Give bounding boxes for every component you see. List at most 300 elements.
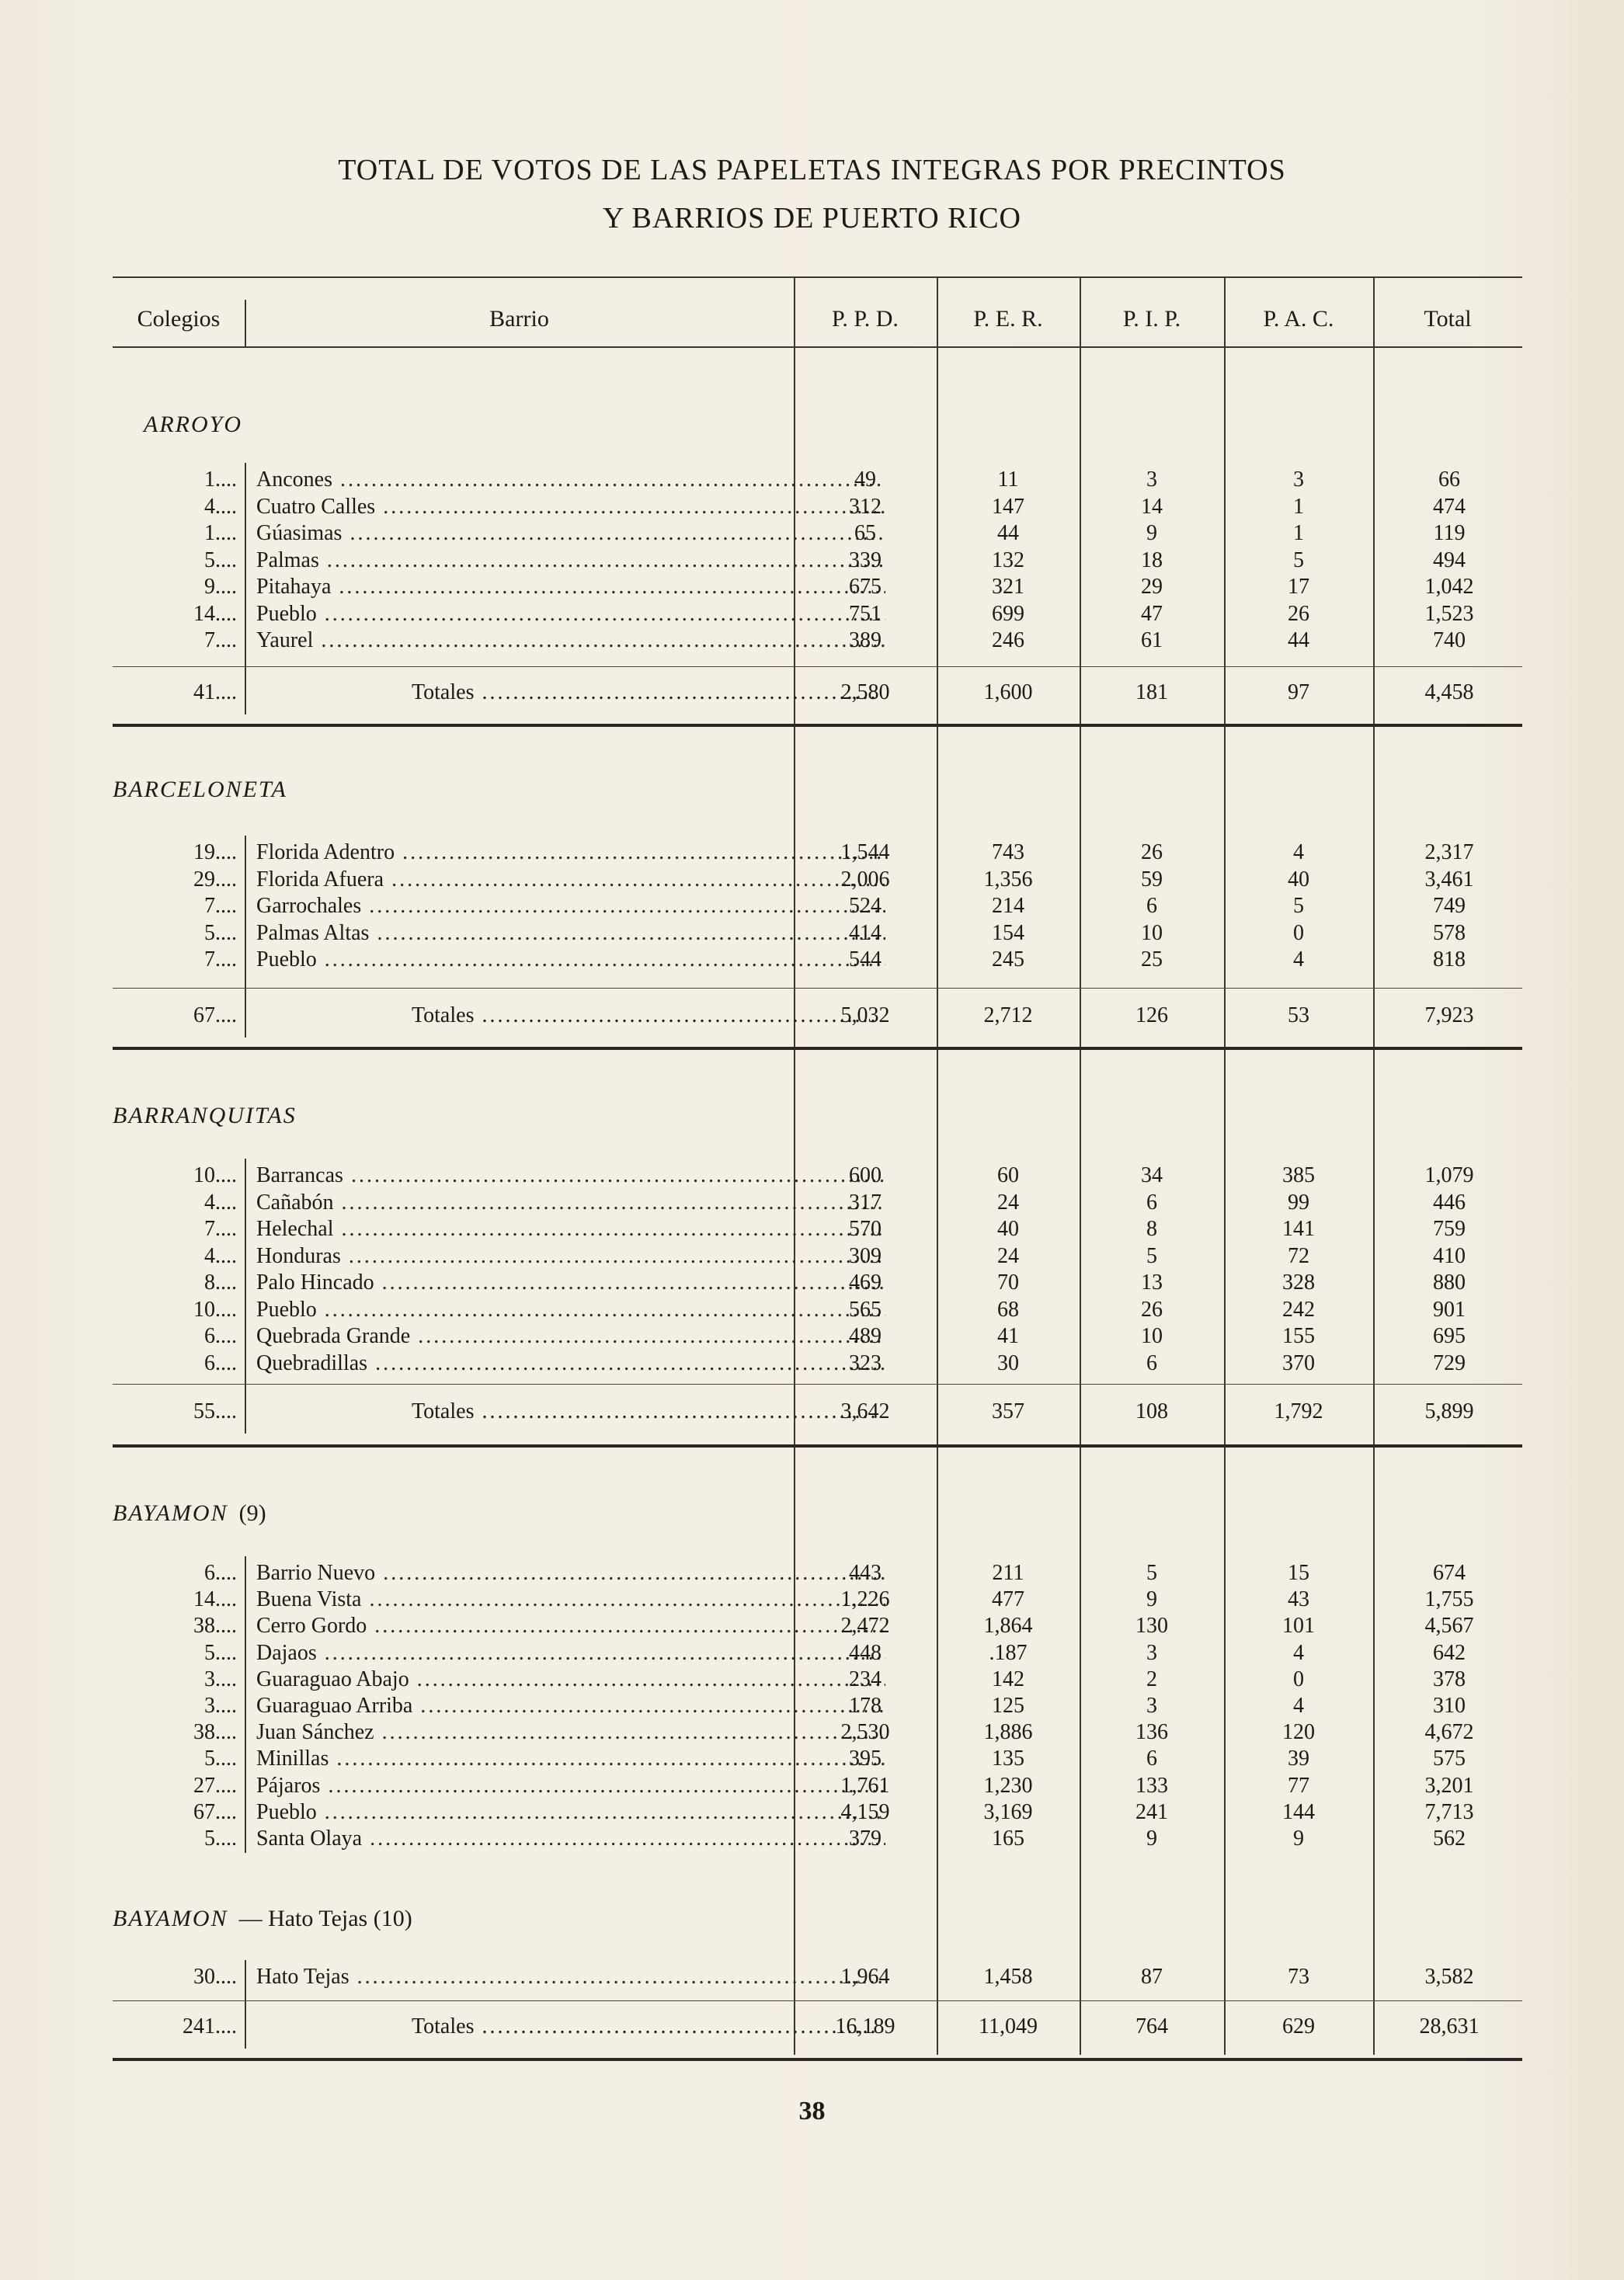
colegio-cell: 9.... [204,575,237,599]
barrio-cell: Juan Sánchez ..... [256,1720,885,1745]
barrio-cell: Pájaros ..... [256,1774,885,1799]
per-cell: 321 [992,575,1024,599]
totals-ppd: 16,189 [835,2014,895,2038]
section-name: ARROYO [144,412,242,437]
totals-ppd: 5,032 [840,1003,890,1027]
header-ppd: P. P. D. [832,306,899,332]
barrio-cell: Barrio Nuevo ..... [256,1561,885,1586]
table-row [113,1746,1522,1773]
header-per: P. E. R. [973,306,1043,332]
pip-cell: 9 [1146,521,1157,545]
table-row [113,1244,1522,1270]
pip-cell: 61 [1141,628,1163,652]
total-cell: 1,523 [1424,601,1474,626]
barrio-cell: Buena Vista ..... [256,1587,885,1612]
ppd-cell: 751 [849,601,882,626]
pac-cell: 43 [1288,1587,1309,1612]
pac-cell: 144 [1282,1799,1315,1824]
colegio-cell: 7.... [204,628,237,652]
table-row [113,575,1522,601]
barrio-cell: Quebradillas ..... [256,1351,885,1376]
section-heading [113,1906,412,1932]
header-total: Total [1424,306,1472,332]
per-cell: 211 [992,1561,1024,1585]
table-row [113,521,1522,547]
per-cell: 1,864 [983,1614,1033,1639]
section-bottom-rule [113,724,1522,727]
totals-per: 11,049 [979,2014,1038,2038]
section-bottom-rule [113,1444,1522,1448]
barrio-cell: Pueblo ..... [256,1298,885,1322]
section-suffix: (9) [238,1500,266,1526]
colegio-cell: 5.... [204,547,237,572]
pip-cell: 25 [1141,947,1163,971]
pip-cell: 8 [1146,1217,1157,1241]
total-cell: 674 [1433,1561,1466,1585]
table-row [113,840,1522,867]
total-cell: 310 [1433,1694,1466,1718]
totals-pac: 53 [1288,1003,1309,1027]
pip-cell: 130 [1135,1614,1168,1639]
total-cell: 119 [1433,521,1466,545]
per-cell: 40 [997,1217,1019,1241]
per-cell: 30 [997,1350,1019,1375]
colegio-cell: 7.... [204,947,237,971]
per-cell: 11 [997,467,1019,492]
colegio-cell: 3.... [204,1694,237,1718]
totals-top-rule [113,666,1522,667]
pac-cell: 99 [1288,1190,1309,1215]
ppd-cell: 570 [849,1217,882,1241]
ppd-cell: 2,006 [840,867,890,891]
barrio-cell: Yaurel ..... [256,628,885,653]
totals-pip: 108 [1135,1399,1168,1423]
total-cell: 818 [1433,947,1466,971]
barrio-cell: Pitahaya ..... [256,575,885,600]
section-suffix: — Hato Tejas (10) [238,1906,412,1931]
ppd-cell: 414 [849,920,882,945]
totals-row [113,2014,1522,2045]
pac-cell: 4 [1293,947,1304,971]
totals-row [113,1003,1522,1034]
header-pip: P. I. P. [1122,306,1181,332]
per-cell: 142 [992,1667,1024,1691]
header-bottom-rule [113,346,1522,348]
total-cell: 3,201 [1424,1773,1474,1798]
table-row [113,628,1522,655]
totals-total: 7,923 [1424,1003,1474,1027]
totals-label: Totales ..... [412,680,878,705]
barrio-cell: Palo Hincado ..... [256,1270,885,1295]
total-cell: 1,042 [1424,575,1474,599]
section-name: BARCELONETA [113,777,287,802]
total-cell: 7,713 [1424,1799,1474,1824]
colegio-cell: 5.... [204,1826,237,1851]
table-row [113,1324,1522,1350]
pac-cell: 9 [1293,1826,1304,1851]
table-row [113,467,1522,494]
pip-cell: 2 [1146,1667,1157,1691]
barrio-cell: Barrancas ..... [256,1163,885,1188]
pip-cell: 26 [1141,840,1163,864]
totals-pac: 1,792 [1274,1399,1323,1423]
per-cell: 41 [997,1324,1019,1348]
table-row [113,1826,1522,1853]
totals-colegios: 41.... [193,680,237,704]
barrio-cell: Palmas ..... [256,548,885,573]
totals-total: 28,631 [1419,2014,1480,2038]
pac-cell: 242 [1282,1297,1315,1322]
colegio-cell: 14.... [193,1587,237,1612]
pac-cell: 44 [1288,628,1309,652]
barrio-cell: Pueblo ..... [256,602,885,627]
barrio-cell: Minillas ..... [256,1746,885,1771]
ppd-cell: 2,472 [840,1614,890,1639]
per-cell: 70 [997,1270,1019,1295]
ppd-cell: 309 [849,1243,882,1268]
table-top-rule [113,276,1522,278]
colegio-cell: 1.... [204,467,237,492]
table-row [113,1965,1522,1991]
table-row [113,1614,1522,1640]
pip-cell: 18 [1141,547,1163,572]
total-cell: 4,672 [1424,1720,1474,1745]
per-cell: 743 [992,840,1024,864]
pip-cell: 9 [1146,1826,1157,1851]
totals-pip: 181 [1135,680,1168,704]
table-row [113,1694,1522,1720]
barrio-cell: Cerro Gordo ..... [256,1614,885,1639]
ppd-cell: 489 [849,1324,882,1348]
per-cell: 132 [992,547,1024,572]
colegio-cell: 4.... [204,1190,237,1215]
table-row [113,1163,1522,1190]
table-row [113,1270,1522,1297]
table-row [113,1800,1522,1826]
per-cell: 125 [992,1694,1024,1718]
per-cell: 24 [997,1190,1019,1215]
per-cell: 24 [997,1243,1019,1268]
pip-cell: 3 [1146,1640,1157,1665]
per-cell: 245 [992,947,1024,971]
pip-cell: 34 [1141,1163,1163,1187]
totals-ppd: 2,580 [840,680,890,704]
totals-total: 4,458 [1424,680,1474,704]
ppd-cell: 339 [849,547,882,572]
total-cell: 575 [1433,1746,1466,1771]
totals-top-rule [113,2000,1522,2001]
total-cell: 494 [1433,547,1466,572]
pac-cell: 77 [1288,1773,1309,1798]
ppd-cell: 1,226 [840,1587,890,1612]
totals-colegios: 67.... [193,1003,237,1027]
barrio-cell: Pueblo ..... [256,947,885,972]
header-pac: P. A. C. [1263,306,1334,332]
page-title-line-1: TOTAL DE VOTOS DE LAS PAPELETAS INTEGRAS POR PRECINTOS [338,154,1286,186]
table-row [113,1217,1522,1243]
pip-cell: 5 [1146,1561,1157,1585]
barrio-cell: Pueblo ..... [256,1800,885,1825]
colegio-cell: 19.... [193,840,237,864]
colegio-cell: 6.... [204,1324,237,1348]
per-cell: 699 [992,601,1024,626]
colegio-cell: 14.... [193,601,237,626]
pip-cell: 87 [1141,1965,1163,1989]
pac-cell: 1 [1293,521,1304,545]
section-heading [113,777,287,803]
pip-cell: 10 [1141,920,1163,945]
pip-cell: 241 [1135,1799,1168,1824]
pac-cell: 120 [1282,1720,1315,1745]
pac-cell: 1 [1293,494,1304,519]
total-cell: 2,317 [1424,840,1474,864]
pac-cell: 40 [1288,867,1309,891]
totals-pip: 764 [1135,2014,1168,2038]
per-cell: 68 [997,1297,1019,1322]
table-row [113,1190,1522,1217]
pac-cell: 3 [1293,467,1304,492]
ppd-cell: 389 [849,628,882,652]
ppd-cell: 379 [849,1826,882,1851]
colegio-cell: 30.... [193,1965,237,1989]
ppd-cell: 565 [849,1297,882,1322]
totals-ppd: 3,642 [840,1399,890,1423]
barrio-cell: Santa Olaya ..... [256,1826,885,1851]
ppd-cell: 234 [849,1667,882,1691]
colegio-cell: 8.... [204,1270,237,1295]
total-cell: 880 [1433,1270,1466,1295]
colegio-cell: 27.... [193,1773,237,1798]
totals-per: 357 [992,1399,1024,1423]
per-cell: 165 [992,1826,1024,1851]
barrio-cell: Palmas Altas ..... [256,921,885,946]
colegio-cell: 5.... [204,1746,237,1771]
pip-cell: 6 [1146,1190,1157,1215]
totals-top-rule [113,988,1522,989]
section-heading [113,1103,297,1129]
section-bottom-rule [113,1047,1522,1050]
ppd-cell: 317 [849,1190,882,1215]
per-cell: 44 [997,521,1019,545]
ppd-cell: 178 [849,1694,882,1718]
table-row [113,1667,1522,1694]
totals-total: 5,899 [1424,1399,1474,1423]
per-cell: 154 [992,920,1024,945]
pip-cell: 6 [1146,894,1157,918]
totals-label: Totales ..... [412,1399,878,1424]
pac-cell: 4 [1293,1694,1304,1718]
ppd-cell: 600 [849,1163,882,1187]
colegio-cell: 3.... [204,1667,237,1691]
total-cell: 3,461 [1424,867,1474,891]
totals-per: 2,712 [983,1003,1033,1027]
ppd-cell: 1,964 [840,1965,890,1989]
ppd-cell: 1,544 [840,840,890,864]
ppd-cell: 2,530 [840,1720,890,1745]
pac-cell: 39 [1288,1746,1309,1771]
totals-row [113,680,1522,711]
pac-cell: 0 [1293,920,1304,945]
page-title-line-2: Y BARRIOS DE PUERTO RICO [602,202,1021,235]
pip-cell: 133 [1135,1773,1168,1798]
colegio-cell: 4.... [204,494,237,519]
barrio-cell: Guaraguao Abajo ..... [256,1667,885,1692]
table-row [113,1351,1522,1378]
totals-colegios: 55.... [193,1399,237,1423]
colegio-cell: 7.... [204,894,237,918]
per-cell: 1,356 [983,867,1033,891]
barrio-cell: Florida Adentro ..... [256,840,885,865]
pip-cell: 47 [1141,601,1163,626]
totals-per: 1,600 [983,680,1033,704]
ppd-cell: 395 [849,1746,882,1771]
totals-top-rule [113,1384,1522,1385]
total-cell: 562 [1433,1826,1466,1851]
total-cell: 3,582 [1424,1965,1474,1989]
ppd-cell: 524 [849,894,882,918]
per-cell: 1,458 [983,1965,1033,1989]
pac-cell: 17 [1288,575,1309,599]
pip-cell: 9 [1146,1587,1157,1612]
total-cell: 1,079 [1424,1163,1474,1187]
pac-cell: 73 [1288,1965,1309,1989]
header-colegios: Colegios [137,306,221,332]
table-row [113,867,1522,894]
ppd-cell: 1,761 [840,1773,890,1798]
colegio-cell: 67.... [193,1799,237,1824]
total-cell: 901 [1433,1297,1466,1322]
table-row [113,495,1522,521]
ppd-cell: 544 [849,947,882,971]
pip-cell: 14 [1141,494,1163,519]
table-row [113,1641,1522,1667]
total-cell: 378 [1433,1667,1466,1691]
table-row [113,1774,1522,1800]
totals-pac: 629 [1282,2014,1315,2038]
colegio-cell: 6.... [204,1350,237,1375]
section-name: BAYAMON [113,1906,228,1931]
total-cell: 740 [1433,628,1466,652]
per-cell: 135 [992,1746,1024,1771]
per-cell: 214 [992,894,1024,918]
section-heading [144,412,242,438]
section-bottom-rule [113,2058,1522,2061]
ppd-cell: 448 [849,1640,882,1665]
ppd-cell: 443 [849,1561,882,1585]
barrio-cell: Quebrada Grande ..... [256,1324,885,1349]
pac-cell: 4 [1293,840,1304,864]
per-cell: .187 [989,1640,1028,1665]
pip-cell: 6 [1146,1746,1157,1771]
table-row [113,947,1522,974]
pac-cell: 141 [1282,1217,1315,1241]
pac-cell: 0 [1293,1667,1304,1691]
barrio-cell: Dajaos ..... [256,1641,885,1666]
header-barrio: Barrio [489,306,549,332]
pip-cell: 10 [1141,1324,1163,1348]
section-name: BARRANQUITAS [113,1103,297,1128]
ppd-cell: 312 [849,494,882,519]
barrio-cell: Garrochales ..... [256,894,885,919]
colegio-cell: 5.... [204,1640,237,1665]
total-cell: 474 [1433,494,1466,519]
per-cell: 1,230 [983,1773,1033,1798]
per-cell: 147 [992,494,1024,519]
pac-cell: 5 [1293,547,1304,572]
pip-cell: 136 [1135,1720,1168,1745]
ppd-cell: 675 [849,575,882,599]
colegio-cell: 5.... [204,920,237,945]
total-cell: 695 [1433,1324,1466,1348]
ppd-cell: 49 [854,467,876,492]
pip-cell: 6 [1146,1350,1157,1375]
pip-cell: 3 [1146,1694,1157,1718]
totals-label: Totales ..... [412,2014,878,2039]
total-cell: 578 [1433,920,1466,945]
pip-cell: 59 [1141,867,1163,891]
per-cell: 246 [992,628,1024,652]
pac-cell: 155 [1282,1324,1315,1348]
totals-pip: 126 [1135,1003,1168,1027]
page-number: 38 [798,2097,826,2125]
ppd-cell: 323 [849,1350,882,1375]
barrio-cell: Cuatro Calles ..... [256,495,885,520]
pac-cell: 5 [1293,894,1304,918]
barrio-cell: Cañabón ..... [256,1190,885,1215]
colegio-cell: 29.... [193,867,237,891]
ppd-cell: 469 [849,1270,882,1295]
pip-cell: 29 [1141,575,1163,599]
table-row [113,1561,1522,1587]
table-row [113,1587,1522,1614]
colegio-cell: 38.... [193,1720,237,1745]
colegio-cell: 1.... [204,521,237,545]
table-row [113,1298,1522,1324]
pac-cell: 328 [1282,1270,1315,1295]
total-cell: 4,567 [1424,1614,1474,1639]
total-cell: 446 [1433,1190,1466,1215]
barrio-cell: Gúasimas ..... [256,521,885,546]
total-cell: 410 [1433,1243,1466,1268]
barrio-cell: Ancones ..... [256,467,885,492]
pip-cell: 3 [1146,467,1157,492]
per-cell: 1,886 [983,1720,1033,1745]
table-row [113,602,1522,628]
table-row [113,548,1522,575]
pac-cell: 15 [1288,1561,1309,1585]
table-row [113,894,1522,920]
pip-cell: 26 [1141,1297,1163,1322]
colegio-cell: 10.... [193,1163,237,1187]
pac-cell: 101 [1282,1614,1315,1639]
per-cell: 477 [992,1587,1024,1612]
per-cell: 60 [997,1163,1019,1187]
total-cell: 642 [1433,1640,1466,1665]
pac-cell: 72 [1288,1243,1309,1268]
barrio-cell: Helechal ..... [256,1217,885,1242]
barrio-cell: Guaraguao Arriba ..... [256,1694,885,1719]
section-heading [113,1500,266,1527]
colegio-cell: 10.... [193,1297,237,1322]
pac-cell: 385 [1282,1163,1315,1187]
pac-cell: 4 [1293,1640,1304,1665]
colegio-cell: 6.... [204,1561,237,1585]
totals-pac: 97 [1288,680,1309,704]
pac-cell: 370 [1282,1350,1315,1375]
ppd-cell: 4,159 [840,1799,890,1824]
colegio-cell: 7.... [204,1217,237,1241]
barrio-cell: Florida Afuera ..... [256,867,885,892]
